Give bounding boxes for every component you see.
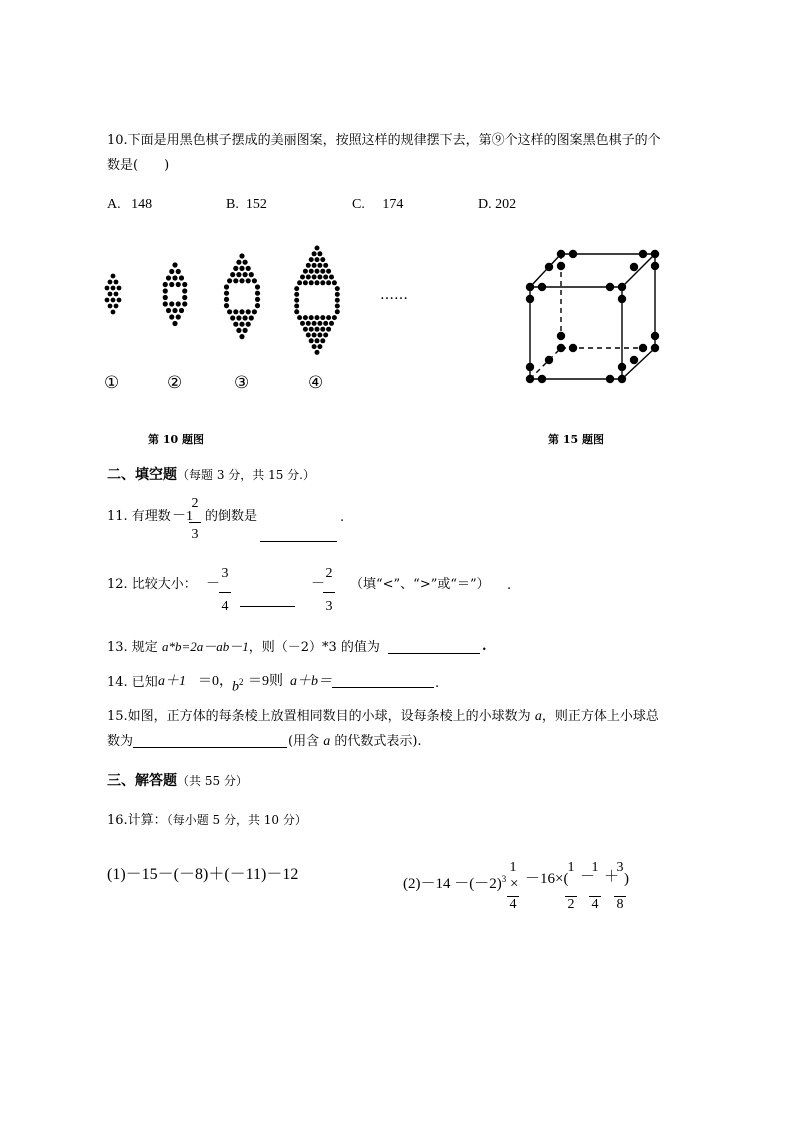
q13-rule: a*b=2a－ab－1: [161, 639, 249, 654]
q16-fraction-4: 3 8: [613, 860, 627, 913]
q14-prefix: 14. 已知: [107, 675, 158, 690]
cube-ball: [618, 375, 626, 383]
figure-label-3: ③: [234, 373, 250, 393]
figure-label-4: ④: [308, 373, 324, 393]
cube-ball: [526, 363, 534, 371]
cube-ball: [526, 283, 534, 291]
q12-prefix: 12. 比较大小：: [107, 577, 197, 592]
cube-ball: [557, 332, 565, 340]
q14-answer-blank[interactable]: [332, 687, 434, 688]
cube-ball: [618, 295, 626, 303]
figure-label-2: ②: [167, 373, 183, 393]
cube-ball: [557, 262, 565, 270]
section2-heading: [107, 467, 315, 484]
q12-right-sign: －: [311, 577, 325, 592]
q11-answer-blank[interactable]: [260, 541, 337, 542]
q12-answer-blank[interactable]: [240, 606, 295, 607]
cube-ball: [618, 363, 626, 371]
cube-ball: [569, 250, 577, 258]
cube-ball: [557, 250, 565, 258]
cube-ball: [651, 344, 659, 352]
cube-ball: [569, 344, 577, 352]
cube-ball: [630, 356, 638, 364]
q16-part2-a: $(2)-14 -(-2)^3$ ×: [403, 874, 519, 892]
q14-expr: a＋b＝: [290, 674, 332, 689]
q13-text: 13. 规定 a*b=2a－ab－1，则（－2）*3 的值为: [107, 639, 380, 655]
q12-left-sign: －: [206, 577, 220, 592]
q15-answer-blank[interactable]: [133, 747, 287, 748]
section3-heading: [107, 773, 248, 790]
cube-ball: [538, 375, 546, 383]
cube-ball: [651, 332, 659, 340]
q16-fraction-2: 1 2: [564, 860, 578, 913]
q11-fraction: 2 3: [188, 496, 202, 543]
q16-plus: ＋: [604, 869, 620, 885]
q10-option-a: A. 148: [107, 197, 153, 212]
cube-ball: [651, 262, 659, 270]
cube-ball: [545, 263, 553, 271]
q14-end: .: [435, 676, 440, 691]
cube-ball: [639, 344, 647, 352]
cube-ball: [557, 344, 565, 352]
cube-ball: [639, 250, 647, 258]
q14-abs-inner: a＋1: [158, 674, 186, 689]
q12-left-fraction: 3 4: [218, 566, 232, 615]
q14-eq2: ＝9则: [248, 674, 283, 689]
section3-title: 三、解答题: [107, 773, 177, 789]
q10-stem-line2: 数是( ): [107, 158, 170, 173]
q16-close-paren: ): [624, 871, 629, 887]
q11-minus-one: －1: [172, 509, 193, 524]
cube-ball: [651, 250, 659, 258]
cube-ball: [606, 283, 614, 291]
cube-ball: [618, 283, 626, 291]
q12-end: .: [507, 578, 512, 593]
q11-end: .: [340, 510, 345, 525]
cube-ball: [606, 375, 614, 383]
q15-line1: 15.如图，正方体的每条棱上放置相同数目的小球，设每条棱上的小球数为 a，则正方体上小球总: [107, 709, 659, 724]
q14-eq1: ＝0，: [198, 674, 233, 689]
q10-option-d: D. 202: [478, 197, 517, 212]
q16-part1: (1)－15－(－8)＋(－11)－12: [107, 866, 299, 883]
section2-title: 二、填空题: [107, 467, 177, 483]
q16-fraction-3: 1 4: [588, 860, 602, 913]
cube-ball: [526, 375, 534, 383]
q15-figure-caption: 第 15 题图: [548, 433, 604, 446]
q16-part2-c: －16×(: [525, 871, 569, 887]
q15-line2-end: (用含 a 的代数式表示).: [288, 734, 422, 749]
q11-suffix: 的倒数是: [205, 509, 258, 524]
q11-prefix: 11. 有理数: [107, 509, 171, 524]
q10-figure-caption: 第 10 题图: [148, 433, 204, 446]
q14-b: $b^2$: [232, 677, 244, 695]
figure-label-1: ①: [104, 373, 120, 393]
q15-line2-start: 数为: [107, 734, 134, 749]
q12-right-fraction: 2 3: [322, 566, 336, 615]
cube-ball: [538, 283, 546, 291]
q10-option-b: B. 152: [226, 197, 267, 212]
q16-fraction-1: 1 4: [506, 860, 520, 913]
q12-hint: （填“<”、“>”或“＝”）: [350, 577, 490, 592]
q10-option-c: C. 174: [352, 197, 404, 212]
q10-stem-line1: 10.下面是用黑色棋子摆成的美丽图案，按照这样的规律摆下去，第⑨个这样的图案黑色棋子的个: [107, 133, 661, 148]
section2-note: （每题 3 分，共 15 分.）: [177, 468, 315, 482]
q13-answer-blank[interactable]: [388, 653, 480, 654]
cube-ball: [630, 263, 638, 271]
cube-ball: [545, 356, 553, 364]
q13-end: .: [482, 639, 487, 654]
cube-ball: [526, 295, 534, 303]
q10-ellipsis: ……: [380, 287, 408, 303]
q16-stem: 16.计算：（每小题 5 分，共 10 分）: [107, 813, 307, 828]
q16-minus: －: [580, 869, 596, 885]
section3-note: （共 55 分）: [177, 774, 248, 788]
